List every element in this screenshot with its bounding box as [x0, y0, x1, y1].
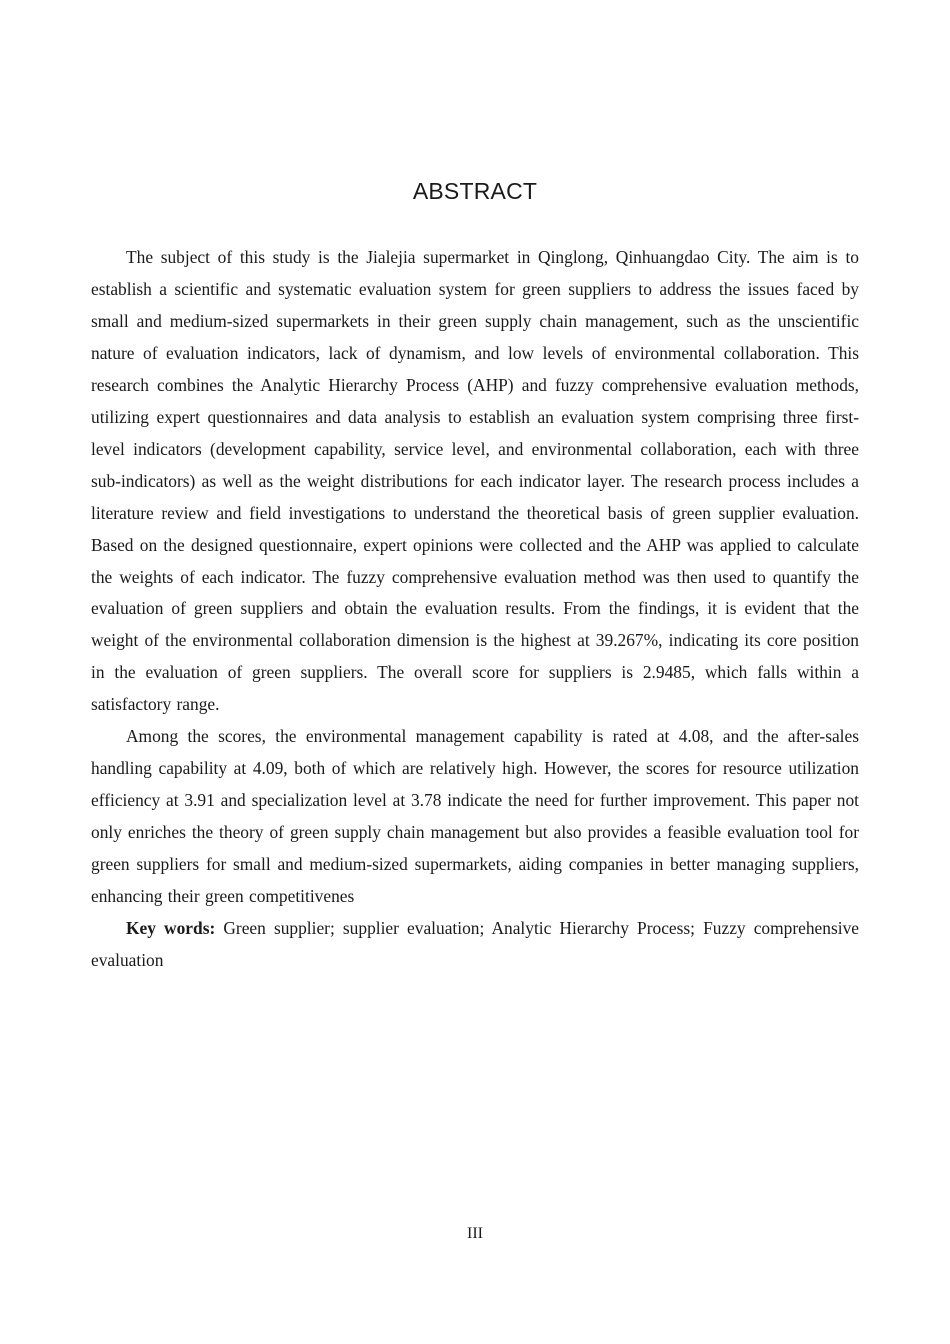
keywords-paragraph	[91, 913, 859, 977]
page-number: III	[467, 1225, 483, 1242]
abstract-body	[91, 242, 859, 977]
keywords-text: Green supplier; supplier evaluation; Analytic Hierarchy Process; Fuzzy comprehensive evaluation	[91, 918, 859, 970]
keywords-label: Key words:	[126, 918, 216, 939]
abstract-paragraph-1: The subject of this study is the Jialejia supermarket in Qinglong, Qinhuangdao City. The aim is to establish a scientific and systematic evaluation system for green suppliers to address the issues faced by small and medium-sized supermarkets in their green supply chain management, such as the unscientific nature of evaluation indicators, lack of dynamism, and low levels of environmental collaboration. This research combines the Analytic Hierarchy Process (AHP) and fuzzy comprehensive evaluation methods, utilizing expert questionnaires and data analysis to establish an evaluation system comprising three first-level indicators (development capability, service level, and environmental collaboration, each with three sub-indicators) as well as the weight distributions for each indicator layer. The research process includes a literature review and field investigations to understand the theoretical basis of green supplier evaluation. Based on the designed questionnaire, expert opinions were collected and the AHP was applied to calculate the weights of each indicator. The fuzzy comprehensive evaluation method was then used to quantify the evaluation of green suppliers and obtain the evaluation results. From the findings, it is evident that the weight of the environmental collaboration dimension is the highest at 39.267%, indicating its core position in the evaluation of green suppliers. The overall score for suppliers is 2.9485, which falls within a satisfactory range.	[91, 247, 859, 715]
abstract-paragraph-2: Among the scores, the environmental management capability is rated at 4.08, and the after-sales handling capability at 4.09, both of which are relatively high. However, the scores for resource utilization efficiency at 3.91 and specialization level at 3.78 indicate the need for further improvement. This paper not only enriches the theory of green supply chain management but also provides a feasible evaluation tool for green suppliers for small and medium-sized supermarkets, aiding companies in better managing suppliers, enhancing their green competitivenes	[91, 726, 859, 907]
abstract-title: ABSTRACT	[412, 178, 538, 204]
